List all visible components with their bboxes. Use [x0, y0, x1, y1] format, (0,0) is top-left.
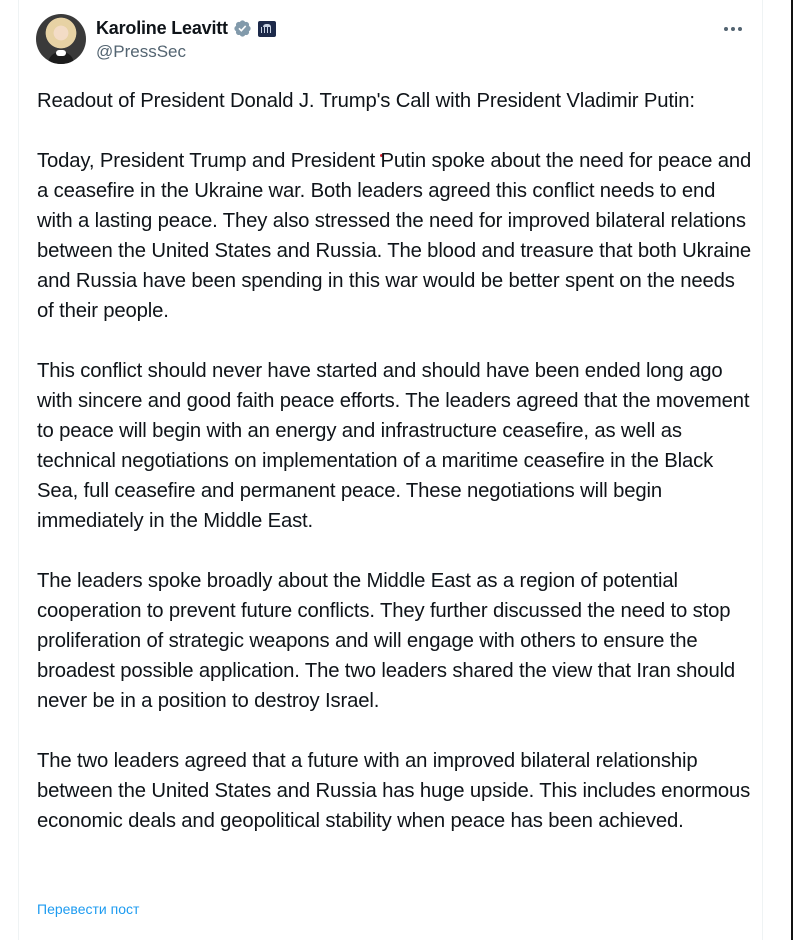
name-row — [96, 17, 276, 41]
tweet-paragraph: The leaders spoke broadly about the Middle East as a region of potential cooperation to prevent future conflicts. They further discussed the need to stop proliferation of strategic weapons and will engage with others to ensure the broadest possible application. The two leaders shared the view that Iran should never be in a position to destroy Israel. — [37, 570, 736, 712]
white-house-icon[interactable] — [258, 21, 276, 37]
more-dot-icon — [738, 27, 742, 31]
display-name[interactable]: Karoline Leavitt — [96, 18, 228, 38]
tweet-paragraph: Today, President Trump and President Putin spoke about the need for peace and a ceasefire in the Ukraine war. Both leaders agreed this conflict needs to end with a lasting peace. They also stressed the need for improved bilateral relations between the United States and Russia. The blood and treasure that both Ukraine and Russia have been spending in this war would be better spent on the needs of their people. — [37, 150, 752, 322]
translate-post-link[interactable]: Перевести пост — [37, 901, 140, 917]
tweet-header — [36, 14, 276, 64]
more-dot-icon — [731, 27, 735, 31]
more-dot-icon — [724, 27, 728, 31]
tweet-paragraph: Readout of President Donald J. Trump's Call with President Vladimir Putin: — [37, 90, 695, 112]
more-options-button[interactable] — [720, 20, 746, 38]
tweet-paragraph: The two leaders agreed that a future with an improved bilateral relationship between the United States and Russia has huge upside. This includes enormous economic deals and geopolitical stability when peace has been achieved. — [37, 750, 751, 832]
user-info — [96, 17, 276, 62]
tweet-text — [37, 86, 752, 836]
verified-badge-icon[interactable] — [233, 19, 252, 38]
user-handle[interactable]: @PressSec — [96, 41, 187, 61]
avatar[interactable] — [36, 14, 86, 64]
tweet-paragraph: This conflict should never have started and should have been ended long ago with sincere and good faith peace efforts. The leaders agreed that the movement to peace will begin with an energy and infrastructure ceasefire, as well as technical negotiations on implementation of a maritime ceasefire in the Black Sea, full ceasefire and permanent peace. These negotiations will begin immediately in the Middle East. — [37, 360, 750, 532]
